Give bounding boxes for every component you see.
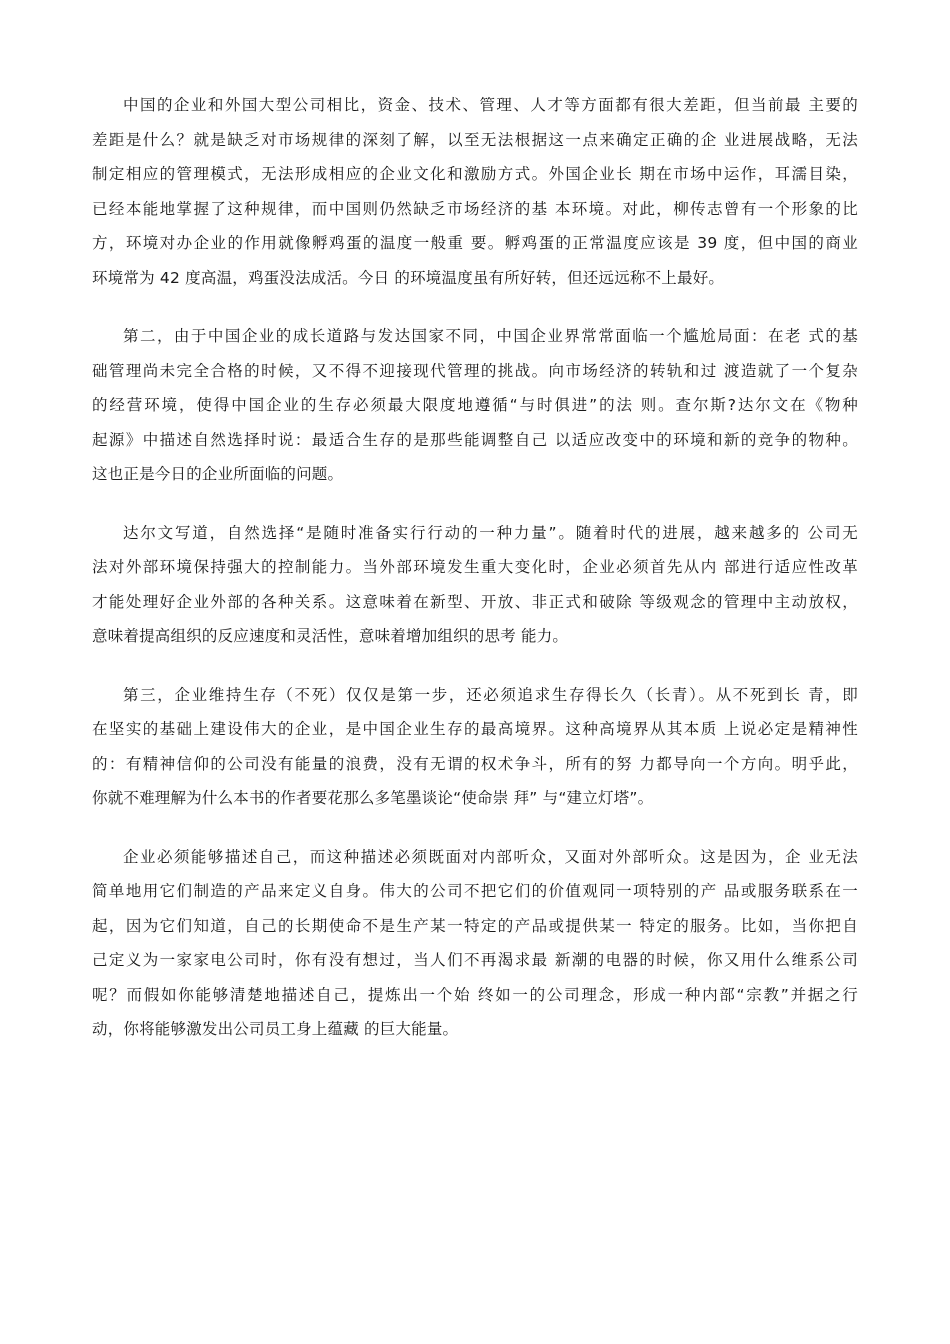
document-body xyxy=(92,88,858,1071)
paragraph-5 xyxy=(92,840,858,1047)
paragraph-line: 第三，企业维持生存（不死）仅仅是第一步，还必须追求生存得长久（长青）。从不死到长 青，即 xyxy=(123,685,858,704)
paragraph-line: 的：有精神信仰的公司没有能量的浪费，没有无谓的权术争斗，所有的努 力都导向一个方向。明乎此， xyxy=(92,754,858,773)
paragraph-line: 意味着提高组织的反应速度和灵活性，意味着增加组织的思考 能力。 xyxy=(92,627,569,645)
paragraph-line: 中国的企业和外国大型公司相比，资金、技术、管理、人才等方面都有很大差距，但当前最 主要的 xyxy=(123,96,858,114)
paragraph-line: 第二，由于中国企业的成长道路与发达国家不同，中国企业界常常面临一个尴尬局面：在老 式的基 xyxy=(123,327,858,345)
paragraph-line: 起，因为它们知道，自己的长期使命不是生产某一特定的产品或提供某一 特定的服务。比如，当你把自 xyxy=(92,916,858,935)
paragraph-line: 起源》中描述自然选择时说：最适合生存的是那些能调整自己 以适应改变中的环境和新的竞争的物种。 xyxy=(92,430,858,449)
paragraph-line: 制定相应的管理模式，无法形成相应的企业文化和激励方式。外国企业长 期在市场中运作，耳濡目染， xyxy=(92,165,858,183)
paragraph-line: 你就不难理解为什么本书的作者要花那么多笔墨谈论“使命崇 拜” 与“建立灯塔”。 xyxy=(92,789,654,807)
paragraph-4 xyxy=(92,678,858,816)
paragraph-line: 达尔文写道，自然选择“是随时准备实行行动的一种力量”。随着时代的进展，越来越多的 公司无 xyxy=(123,523,858,542)
paragraph-line: 企业必须能够描述自己，而这种描述必须既面对内部听众，又面对外部听众。这是因为，企 业无法 xyxy=(123,847,858,866)
paragraph-line: 动，你将能够激发出公司员工身上蕴藏 的巨大能量。 xyxy=(92,1020,459,1038)
paragraph-line: 呢？而假如你能够清楚地描述自己，提炼出一个始 终如一的公司理念，形成一种内部“宗教”并据之行 xyxy=(92,985,858,1004)
paragraph-line: 础管理尚未完全合格的时候，又不得不迎接现代管理的挑战。向市场经济的转轨和过 渡造就了一个复杂 xyxy=(92,361,858,380)
paragraph-line: 环境常为 42 度高温，鸡蛋没法成活。今日 的环境温度虽有所好转，但还远远称不上最好。 xyxy=(92,268,725,287)
paragraph-line: 差距是什么？就是缺乏对市场规律的深刻了解，以至无法根据这一点来确定正确的企 业进展战略，无法 xyxy=(92,130,858,149)
paragraph-1 xyxy=(92,88,858,295)
paragraph-line: 在坚实的基础上建设伟大的企业，是中国企业生存的最高境界。这种高境界从其本质 上说必定是精神性 xyxy=(92,720,858,738)
paragraph-2 xyxy=(92,319,858,492)
paragraph-line: 方，环境对办企业的作用就像孵鸡蛋的温度一般重 要。孵鸡蛋的正常温度应该是 39 度，但中国的商业 xyxy=(92,234,858,252)
paragraph-3 xyxy=(92,516,858,654)
paragraph-line: 法对外部环境保持强大的控制能力。当外部环境发生重大变化时，企业必须首先从内 部进行适应性改革 xyxy=(92,558,858,576)
paragraph-line: 己定义为一家家电公司时，你有没有想过，当人们不再渴求最 新潮的电器的时候，你又用什么维系公司 xyxy=(92,951,858,969)
paragraph-line: 已经本能地掌握了这种规律，而中国则仍然缺乏市场经济的基 本环境。对此，柳传志曾有一个形象的比 xyxy=(92,199,858,218)
paragraph-line: 才能处理好企业外部的各种关系。这意味着在新型、开放、非正式和破除 等级观念的管理中主动放权， xyxy=(92,592,858,611)
paragraph-line: 简单地用它们制造的产品来定义自身。伟大的公司不把它们的价值观同一项特别的产 品或服务联系在一 xyxy=(92,882,858,900)
paragraph-line: 的经营环境，使得中国企业的生存必须最大限度地遵循“与时俱进”的法 则。查尔斯?达尔文在《物种 xyxy=(92,396,858,414)
paragraph-line: 这也正是今日的企业所面临的问题。 xyxy=(92,465,344,483)
